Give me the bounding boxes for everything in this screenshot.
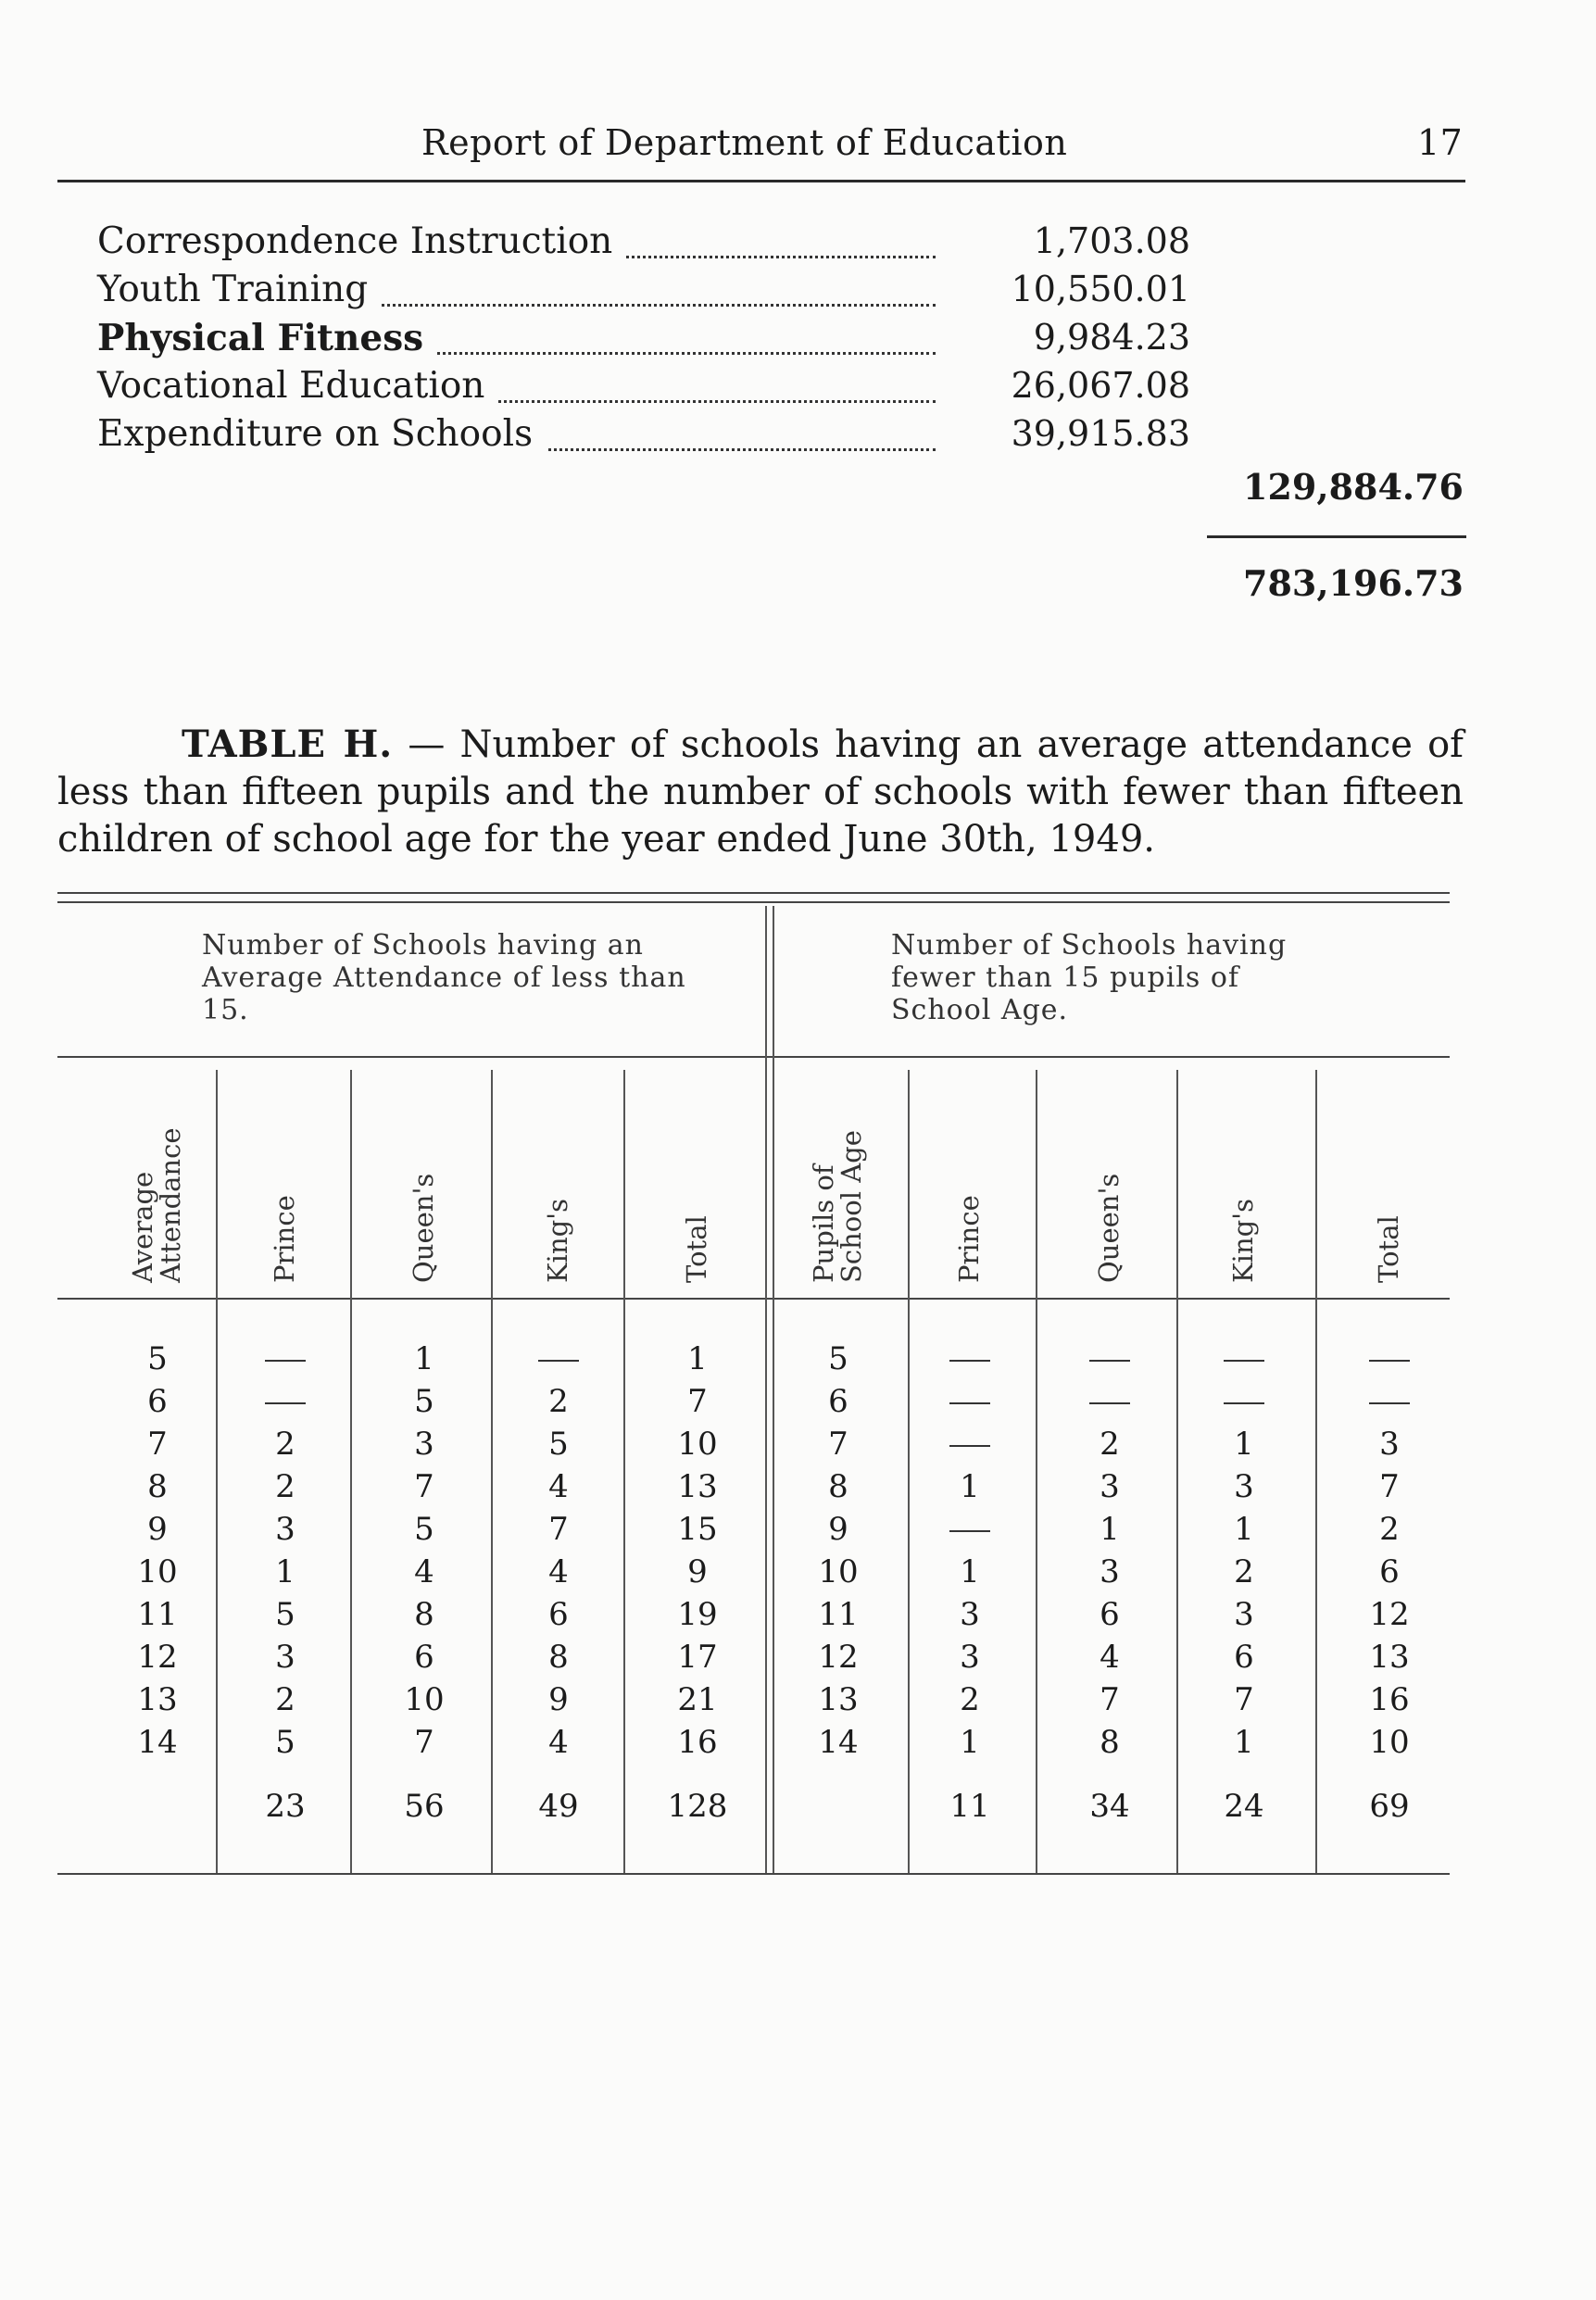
table-cell: 2	[548, 1383, 569, 1420]
column-rule	[350, 1070, 352, 1873]
table-cell: 3	[1234, 1596, 1254, 1633]
column-rule	[908, 1070, 910, 1873]
table-cell: 2	[275, 1681, 295, 1718]
table-cell: 12	[1369, 1596, 1410, 1633]
table-cell: 1	[960, 1724, 980, 1761]
ledger-amount: 1,703.08	[1033, 220, 1190, 261]
table-cell: 6	[548, 1596, 569, 1633]
column-rule	[1315, 1070, 1317, 1873]
table-cell: 3	[960, 1596, 980, 1633]
running-head: Report of Department of Education	[421, 122, 1068, 163]
table-cell	[503, 1339, 614, 1379]
table-cell	[1334, 1339, 1445, 1379]
table-cell: 16	[1369, 1681, 1410, 1718]
table-cell: 3	[275, 1639, 295, 1676]
table-cell: 11	[137, 1596, 178, 1633]
right-column-header: Queen's	[1093, 1173, 1125, 1283]
dash-mark	[949, 1445, 990, 1447]
column-total: 24	[1224, 1788, 1264, 1825]
ledger-amount: 39,915.83	[1011, 413, 1190, 454]
table-cell: 6	[1234, 1639, 1254, 1676]
left-column-header: King's	[542, 1198, 573, 1283]
table-cell: 17	[677, 1639, 718, 1676]
table-cell	[1188, 1381, 1300, 1422]
table-cell: 6	[1379, 1553, 1400, 1590]
table-cell: 7	[1100, 1681, 1120, 1718]
table-cell: 7	[687, 1383, 708, 1420]
table-cell: 19	[677, 1596, 718, 1633]
table-cell: 1	[414, 1340, 434, 1377]
left-column-header: Queen's	[408, 1173, 439, 1283]
table-cell: 7	[548, 1511, 569, 1548]
table-cell: 21	[677, 1681, 718, 1718]
ledger-grand-total: 783,196.73	[1243, 562, 1464, 604]
table-cell: 13	[818, 1681, 859, 1718]
table-cell: 1	[960, 1468, 980, 1505]
table-cell	[1054, 1339, 1165, 1379]
table-cell: 3	[1234, 1468, 1254, 1505]
column-rule	[216, 1070, 218, 1873]
table-cell	[914, 1424, 1025, 1464]
table-cell: 1	[1234, 1724, 1254, 1761]
table-caption-title: TABLE H.	[182, 723, 394, 766]
ledger-row	[97, 365, 936, 411]
table-cell: 9	[147, 1511, 168, 1548]
ledger-row	[97, 269, 936, 315]
left-group-header: Number of Schools having an Average Attendance of less than 15.	[202, 929, 686, 1026]
table-cell: 1	[1234, 1426, 1254, 1463]
ledger-amount: 9,984.23	[1033, 317, 1190, 358]
right-column-header: King's	[1227, 1198, 1259, 1283]
table-cell: 9	[687, 1553, 708, 1590]
table-cell: 6	[147, 1383, 168, 1420]
table-cell: 4	[548, 1468, 569, 1505]
table-cell: 3	[1100, 1468, 1120, 1505]
table-cell: 10	[404, 1681, 445, 1718]
dash-mark	[949, 1402, 990, 1404]
table-cell: 7	[147, 1426, 168, 1463]
table-cell: 7	[1379, 1468, 1400, 1505]
table-cell	[1054, 1381, 1165, 1422]
dash-mark	[265, 1360, 306, 1362]
table-cell: 7	[1234, 1681, 1254, 1718]
column-rule	[623, 1070, 625, 1873]
table-cell: 12	[137, 1639, 178, 1676]
table-cell: 5	[275, 1724, 295, 1761]
table-cell: 15	[677, 1511, 718, 1548]
table-cell: 7	[414, 1724, 434, 1761]
table-cell: 10	[677, 1426, 718, 1463]
table-cell: 2	[275, 1468, 295, 1505]
table-cell: 11	[818, 1596, 859, 1633]
column-total: 23	[265, 1788, 306, 1825]
table-cell: 9	[828, 1511, 848, 1548]
dash-mark	[949, 1360, 990, 1362]
table-cell: 1	[960, 1553, 980, 1590]
ledger-row	[97, 317, 936, 363]
table-caption-text: — Number of schools having an average attendance of less than fifteen pupils and the number of schools with fewer than fifteen children of school age for the year ended June 30th, 1949.	[57, 723, 1464, 861]
table-cell	[230, 1381, 341, 1422]
table-cell: 3	[1379, 1426, 1400, 1463]
table-cell: 4	[548, 1553, 569, 1590]
table-cell	[914, 1509, 1025, 1550]
table-cell: 9	[548, 1681, 569, 1718]
table-cell: 5	[828, 1340, 848, 1377]
table-cell: 8	[828, 1468, 848, 1505]
table-cell: 5	[548, 1426, 569, 1463]
column-total: 56	[404, 1788, 445, 1825]
table-cell: 6	[414, 1639, 434, 1676]
table-cell: 8	[548, 1639, 569, 1676]
dash-mark	[1224, 1360, 1264, 1362]
right-column-header: Prince	[953, 1195, 985, 1283]
table-cell: 2	[1100, 1426, 1120, 1463]
table-cell	[914, 1381, 1025, 1422]
dash-mark	[1369, 1402, 1410, 1404]
column-total: 34	[1089, 1788, 1130, 1825]
table-cell: 1	[1100, 1511, 1120, 1548]
table-cell: 13	[677, 1468, 718, 1505]
right-column-header: Pupils of School Age	[808, 1130, 867, 1283]
ledger-label: Correspondence Instruction	[97, 220, 625, 262]
left-column-header: Total	[681, 1215, 712, 1283]
table-cell: 3	[414, 1426, 434, 1463]
dash-mark	[1224, 1402, 1264, 1404]
table-cell: 14	[137, 1724, 178, 1761]
dash-mark	[265, 1402, 306, 1404]
table-cell: 4	[548, 1724, 569, 1761]
table-cell	[1334, 1381, 1445, 1422]
table-cell	[1188, 1339, 1300, 1379]
table-cell: 10	[137, 1553, 178, 1590]
ledger-label: Vocational Education	[97, 365, 497, 407]
table-cell	[230, 1339, 341, 1379]
ledger-amount: 26,067.08	[1011, 365, 1190, 406]
column-rule	[491, 1070, 493, 1873]
table-cell: 2	[1379, 1511, 1400, 1548]
table-cell: 5	[414, 1511, 434, 1548]
table-cell: 3	[960, 1639, 980, 1676]
header-rule	[57, 180, 1465, 182]
table-cell: 1	[275, 1553, 295, 1590]
ledger-amount: 10,550.01	[1011, 269, 1190, 309]
table-cell	[914, 1339, 1025, 1379]
dash-mark	[949, 1530, 990, 1532]
left-column-header: Prince	[269, 1195, 300, 1283]
table-cell: 6	[828, 1383, 848, 1420]
ledger-row	[97, 220, 936, 267]
column-total: 49	[538, 1788, 579, 1825]
table-cell: 13	[1369, 1639, 1410, 1676]
table-cell: 8	[414, 1596, 434, 1633]
left-column-header: Average Attendance	[127, 1127, 186, 1283]
dash-mark	[538, 1360, 579, 1362]
table-cell: 4	[1100, 1639, 1120, 1676]
table-cell: 1	[1234, 1511, 1254, 1548]
table-cell: 8	[1100, 1724, 1120, 1761]
ledger-label: Physical Fitness	[97, 317, 436, 359]
table-cell: 7	[828, 1426, 848, 1463]
total-rule	[1207, 535, 1466, 538]
table-cell: 5	[275, 1596, 295, 1633]
table-cell: 16	[677, 1724, 718, 1761]
right-column-header: Total	[1373, 1215, 1404, 1283]
table-cell: 7	[414, 1468, 434, 1505]
column-total: 69	[1369, 1788, 1410, 1825]
column-rule	[1176, 1070, 1178, 1873]
dash-mark	[1089, 1402, 1130, 1404]
dash-mark	[1369, 1360, 1410, 1362]
ledger-label: Youth Training	[97, 269, 381, 310]
dash-mark	[1089, 1360, 1130, 1362]
table-cell: 12	[818, 1639, 859, 1676]
ledger-subtotal: 129,884.76	[1243, 466, 1464, 508]
table-cell: 10	[1369, 1724, 1410, 1761]
column-total: 11	[949, 1788, 990, 1825]
column-rule	[1036, 1070, 1037, 1873]
table-cell: 1	[687, 1340, 708, 1377]
table-cell: 2	[1234, 1553, 1254, 1590]
right-group-header: Number of Schools having fewer than 15 pupils of School Age.	[891, 929, 1288, 1026]
table-cell: 2	[960, 1681, 980, 1718]
column-total: 128	[667, 1788, 728, 1825]
table-cell: 10	[818, 1553, 859, 1590]
table-cell: 14	[818, 1724, 859, 1761]
table-cell: 6	[1100, 1596, 1120, 1633]
table-cell: 4	[414, 1553, 434, 1590]
table-cell: 5	[414, 1383, 434, 1420]
ledger-row	[97, 413, 936, 459]
table-cell: 8	[147, 1468, 168, 1505]
table-cell: 13	[137, 1681, 178, 1718]
page-number: 17	[1417, 122, 1464, 163]
table-cell: 3	[275, 1511, 295, 1548]
table-cell: 5	[147, 1340, 168, 1377]
table-cell: 3	[1100, 1553, 1120, 1590]
table-cell: 2	[275, 1426, 295, 1463]
table-caption	[57, 721, 1464, 863]
ledger-label: Expenditure on Schools	[97, 413, 546, 455]
